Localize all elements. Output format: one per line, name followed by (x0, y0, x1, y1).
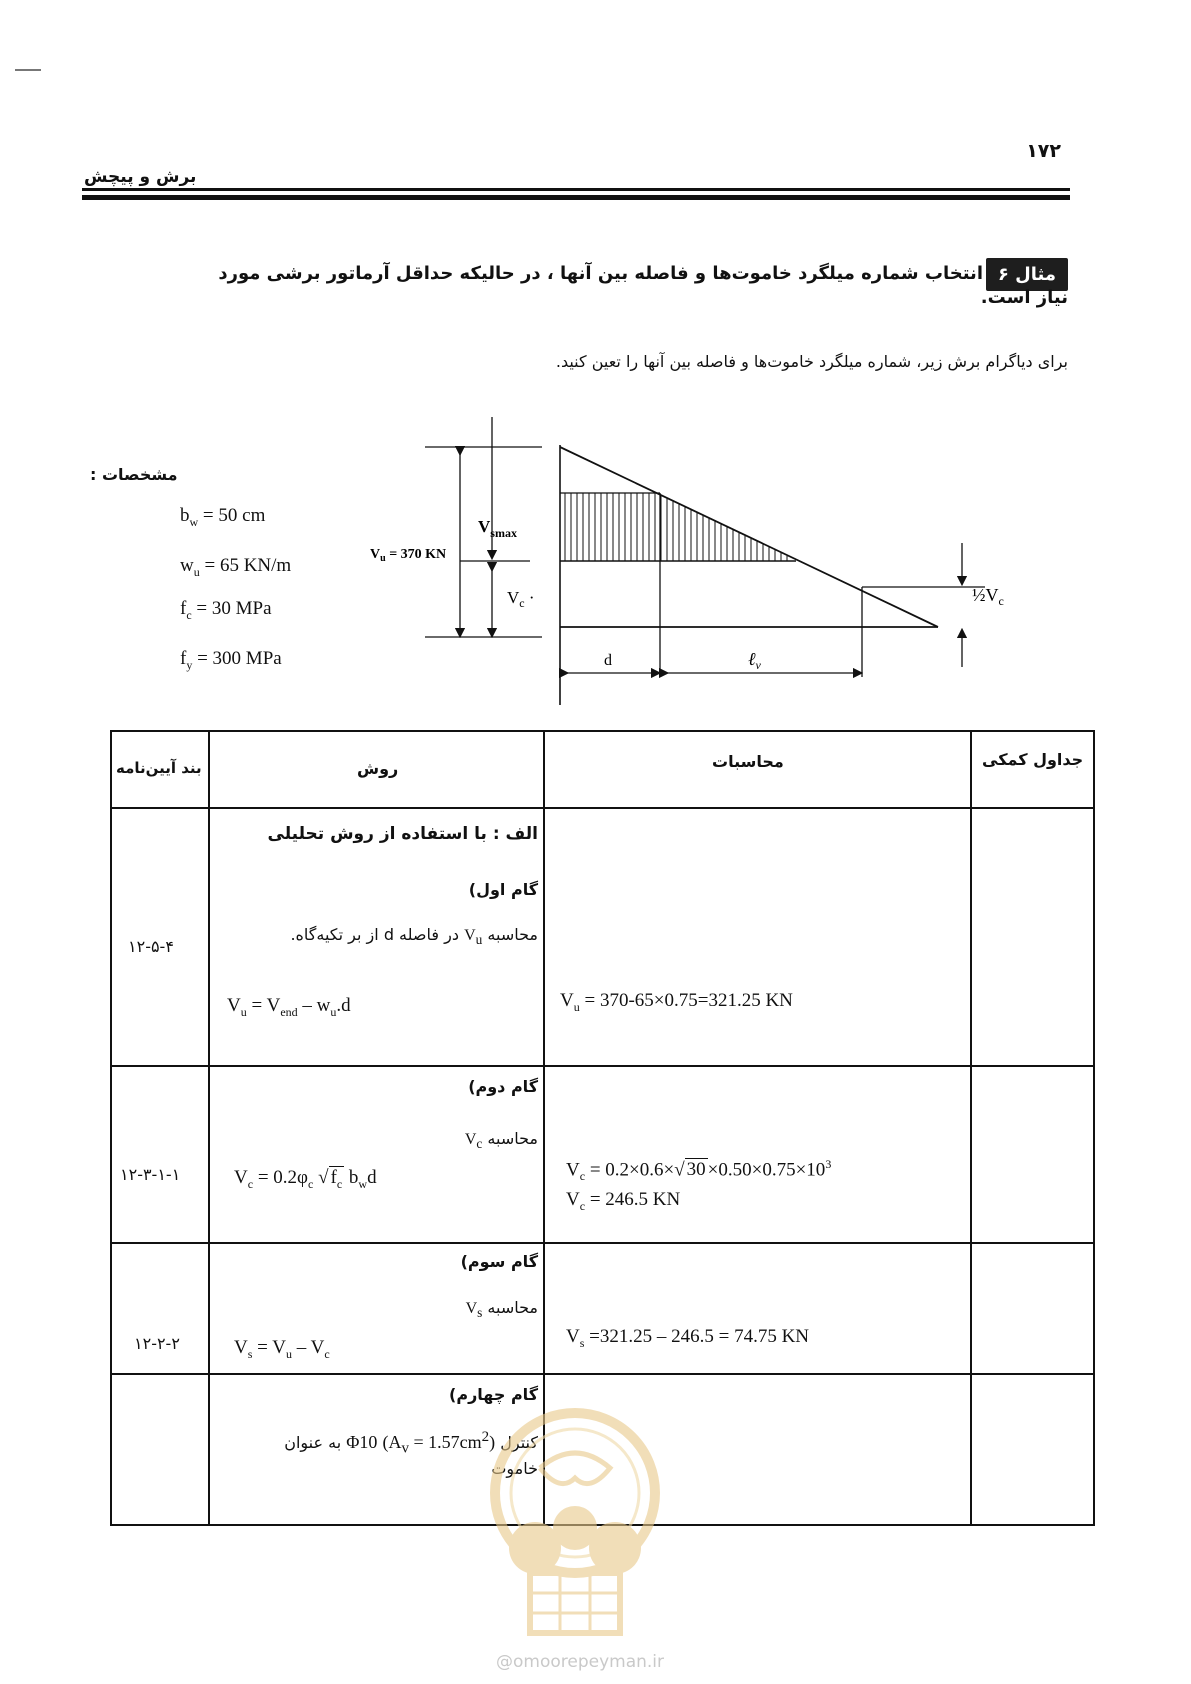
step4-title: گام چهارم) (449, 1385, 538, 1404)
step1-desc: محاسبه $V_u$ در فاصله d از بر تکیه‌گاه. (290, 925, 538, 948)
col-divider (970, 732, 972, 1524)
header-rule (82, 188, 1070, 191)
header-calculations: محاسبات (712, 752, 784, 771)
step2-calc-line1: $V_c = 0.2\times 0.6\times√$ $30 \times 0.50\times 0.75\times 10^3$ (566, 1157, 832, 1184)
header-code-clause: بند آیین‌نامه (116, 759, 202, 777)
spec-fc: $f_c = 30$ MPa (180, 598, 272, 622)
step3-formula: $V_s = V_u - V_c$ (234, 1337, 330, 1361)
spec-fy: $f_y = 300$ MPa (180, 648, 282, 672)
specs-title: مشخصات : (90, 465, 178, 484)
half-vc-label: $\frac{1}{2}V_c$ (972, 585, 1004, 608)
vsmax-label: $V_s\max$ (478, 517, 517, 540)
step2-title: گام دوم) (468, 1077, 538, 1096)
header-method: روش (357, 759, 399, 778)
step4-desc: کنترل Φ10 $(A_v = 1.57cm^2)$ به عنوان (284, 1429, 538, 1457)
step2-clause: ۱۲-۳-۱-۱ (120, 1165, 181, 1184)
vc-label: $V_c$ · (507, 588, 535, 610)
header-rule-thick (82, 195, 1070, 200)
step3-desc: محاسبه $V_s$ (465, 1298, 538, 1321)
step2-formula: $V_c = 0.2\varphi_c$ √ $f_c$ $b_wd$ (234, 1167, 377, 1191)
step1-formula: $V_u = V_{end} - w_u.d$ (227, 995, 351, 1019)
lv-label: ℓ$_v$ (748, 649, 761, 672)
example-title-line2: نیاز است. (980, 287, 1068, 308)
spec-wu: $w_u = 65$ KN/m (180, 555, 292, 579)
d-label: d (604, 652, 612, 669)
step4-desc-line2: خاموت (491, 1459, 538, 1478)
vu-label: $V_u = 370$ KN (370, 547, 447, 564)
header-aux-tables: جداول کمکی (982, 750, 1084, 769)
step2-desc: محاسبه $V_c$ (464, 1129, 538, 1152)
chapter-title: برش و پیچش (84, 167, 197, 187)
step1-clause: ۱۲-۵-۴ (128, 937, 174, 956)
row-divider (112, 1242, 1093, 1244)
watermark-url: @omoorepeyman.ir (496, 1652, 665, 1672)
col-divider (208, 732, 210, 1524)
example-badge: مثال ۶ (986, 258, 1068, 291)
page-number: ۱۷۲ (1026, 140, 1061, 162)
publisher-stamp (480, 1398, 670, 1648)
section-analytical: الف : با استفاده از روش تحلیلی (267, 824, 538, 844)
spec-bw: $b_w = 50$ cm (180, 505, 266, 529)
step1-title: گام اول) (468, 880, 538, 899)
row-divider (112, 1065, 1093, 1067)
step1-calc: $V_u = 370-65\times 0.75=321.25$ KN (560, 990, 793, 1014)
example-title-line1: انتخاب شماره میلگرد خاموت‌ها و فاصله بین آنها ، در حالیکه حداقل آرماتور برشی مورد (218, 263, 983, 284)
corner-mark (15, 69, 41, 71)
header-divider (112, 807, 1093, 809)
step3-calc: $V_s =321.25 - 246.5 = 74.75$ KN (566, 1326, 810, 1350)
row-divider (112, 1373, 1093, 1375)
step3-clause: ۱۲-۲-۲ (134, 1334, 180, 1353)
step2-calc-line2: $V_c = 246.5$ KN (566, 1189, 681, 1213)
step3-title: گام سوم) (460, 1252, 538, 1271)
problem-intro: برای دیاگرام برش زیر، شماره میلگرد خاموت‌ها و فاصله بین آنها را تعین کنید. (555, 352, 1068, 371)
shear-diagram (360, 405, 1040, 705)
